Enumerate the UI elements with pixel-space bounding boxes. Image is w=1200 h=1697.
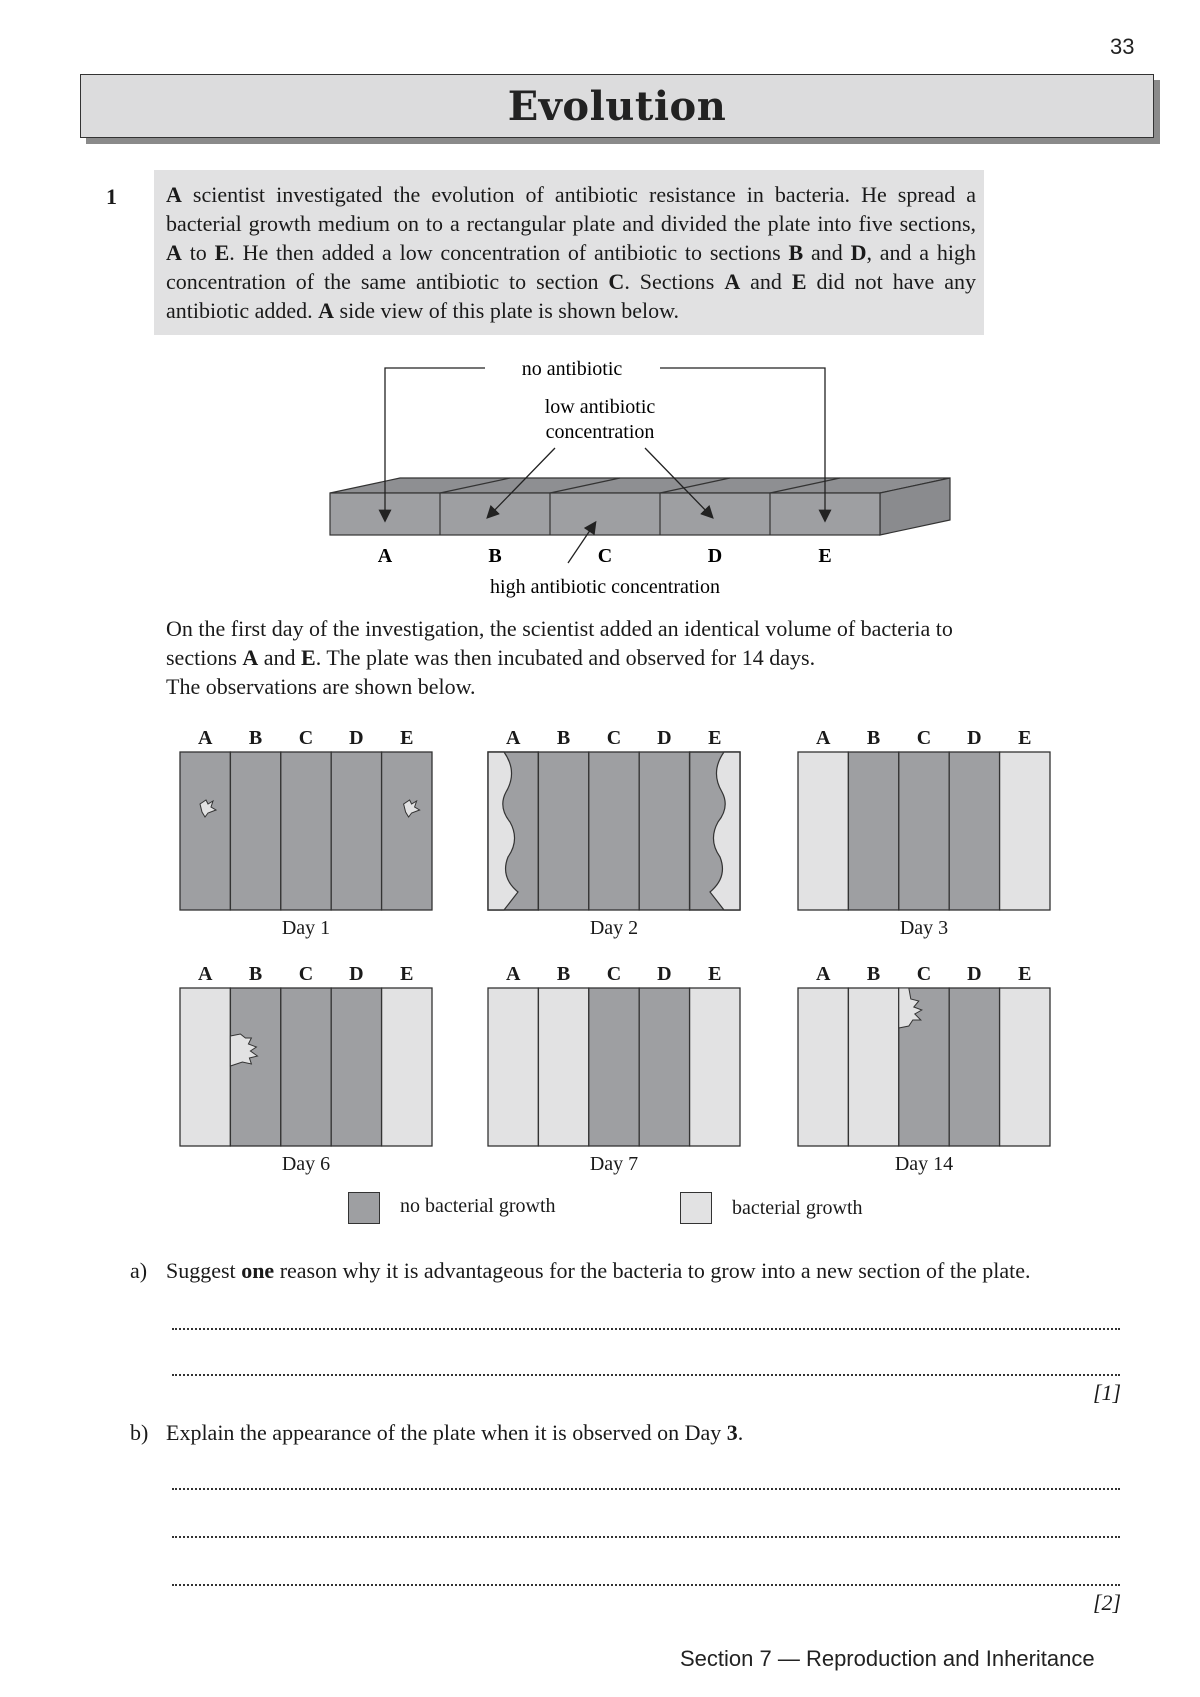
plate-day-7 xyxy=(488,963,740,1175)
legend-swatch-no-growth xyxy=(348,1192,380,1224)
plate-day-1 xyxy=(180,727,432,939)
label-high-antibiotic: high antibiotic concentration xyxy=(490,576,720,598)
page-number: 33 xyxy=(1110,34,1135,59)
column-letter: D xyxy=(657,963,672,985)
column-letter: E xyxy=(1018,963,1032,985)
column-letter: B xyxy=(556,963,571,985)
plate-section xyxy=(1000,752,1050,910)
column-letter: D xyxy=(349,727,364,749)
legend-swatch-growth xyxy=(680,1192,712,1224)
observation-paragraph xyxy=(166,614,1066,701)
plate-day-3 xyxy=(798,727,1050,939)
column-letter: E xyxy=(708,963,722,985)
column-letter: A xyxy=(505,727,521,749)
plate-day-6 xyxy=(180,963,432,1175)
column-letter: E xyxy=(400,963,414,985)
part-a-label: a) xyxy=(130,1258,148,1283)
day-label: Day 14 xyxy=(894,1153,954,1175)
plate-section xyxy=(798,988,848,1146)
part-a-question xyxy=(166,1258,1031,1284)
plate-section xyxy=(488,988,538,1146)
plate-section xyxy=(538,752,588,910)
question-number: 1 xyxy=(106,184,117,209)
title-banner xyxy=(80,74,1154,138)
plate-section xyxy=(690,988,740,1146)
page-footer: Section 7 — Reproduction and Inheritance xyxy=(680,1646,1095,1671)
day-label: Day 3 xyxy=(899,917,949,939)
observation-line-1: On the first day of the investigation, the scientist added an identical volume of bacteria to xyxy=(166,616,953,641)
plate-section xyxy=(589,752,639,910)
legend-label-no-growth: no bacterial growth xyxy=(400,1195,556,1217)
plate-section xyxy=(639,752,689,910)
plate-section xyxy=(798,752,848,910)
part-b-label: b) xyxy=(130,1420,149,1445)
observation-line-3: The observations are shown below. xyxy=(166,674,476,699)
plate-section xyxy=(899,752,949,910)
intro-text xyxy=(166,180,976,325)
part-b-text-after: . xyxy=(737,1420,744,1445)
column-letter: B xyxy=(866,963,881,985)
part-a-text-before: Suggest xyxy=(166,1258,242,1283)
label-low-line1: low antibiotic xyxy=(544,396,656,418)
column-letter: B xyxy=(248,727,263,749)
part-b-text-before: Explain the appearance of the plate when it is observed on Day xyxy=(166,1420,727,1445)
label-no-antibiotic: no antibiotic xyxy=(521,358,623,380)
plate-section xyxy=(230,752,280,910)
column-letter: C xyxy=(298,963,314,985)
plate-section xyxy=(949,752,999,910)
column-letter: A xyxy=(505,963,521,985)
plate-section xyxy=(180,988,230,1146)
plate-front-face xyxy=(330,493,880,535)
day-label: Day 7 xyxy=(589,1153,639,1175)
column-letter: C xyxy=(916,963,932,985)
column-letter: D xyxy=(349,963,364,985)
column-letter: B xyxy=(248,963,263,985)
column-letter: B xyxy=(866,727,881,749)
plate-section xyxy=(331,752,381,910)
part-a-text-bold: one xyxy=(241,1258,275,1283)
label-low-line2: concentration xyxy=(545,421,655,443)
column-letter: C xyxy=(606,963,622,985)
plate-section xyxy=(589,988,639,1146)
column-letter: D xyxy=(967,963,982,985)
column-letter: D xyxy=(657,727,672,749)
answer-line-a2[interactable] xyxy=(172,1374,1120,1376)
plate-section xyxy=(382,752,432,910)
side-label-e: E xyxy=(818,545,832,567)
plate-section xyxy=(180,752,230,910)
plate-section xyxy=(281,988,331,1146)
side-label-c: C xyxy=(597,545,613,567)
plate-section xyxy=(848,988,898,1146)
column-letter: E xyxy=(400,727,414,749)
answer-line-b3[interactable] xyxy=(172,1584,1120,1586)
column-letter: E xyxy=(1018,727,1032,749)
answer-line-a1[interactable] xyxy=(172,1328,1120,1330)
column-letter: C xyxy=(298,727,314,749)
answer-line-b1[interactable] xyxy=(172,1488,1120,1490)
column-letter: A xyxy=(197,963,213,985)
plate-section xyxy=(949,988,999,1146)
intro-paragraph: A scientist investigated the evolution of antibiotic resistance in bacteria. He spread a bacterial growth medium on to a rectangular plate and divided the plate into five sections, A to E. He then added a low concentration of antibiotic to sections B and D, and a high concentration of the same antibiotic to section C. Sections A and E did not have any antibiotic added. A side view of this plate is shown below. xyxy=(166,182,976,323)
part-b-marks: [2] xyxy=(1093,1590,1122,1615)
side-label-d: D xyxy=(707,545,723,567)
column-letter: D xyxy=(967,727,982,749)
column-letter: E xyxy=(708,727,722,749)
observation-line-2: sections A and E. The plate was then incubated and observed for 14 days. xyxy=(166,645,816,670)
legend-label-growth: bacterial growth xyxy=(732,1197,863,1219)
column-letter: A xyxy=(197,727,213,749)
column-letter: C xyxy=(606,727,622,749)
plate-section xyxy=(230,988,280,1146)
day-label: Day 2 xyxy=(589,917,639,939)
part-b-text-bold: 3 xyxy=(726,1420,738,1445)
day-label: Day 6 xyxy=(281,1153,331,1175)
column-letter: C xyxy=(916,727,932,749)
side-label-b: B xyxy=(488,545,502,567)
plate-top-face xyxy=(330,478,950,493)
part-a-text-after: reason why it is advantageous for the bacteria to grow into a new section of the plate. xyxy=(274,1258,1031,1283)
day-label: Day 1 xyxy=(281,917,331,939)
plate-section xyxy=(1000,988,1050,1146)
column-letter: B xyxy=(556,727,571,749)
observation-grids xyxy=(170,722,1070,1242)
plate-side-view-diagram xyxy=(300,345,960,605)
part-b-question xyxy=(166,1420,743,1446)
plate-section xyxy=(281,752,331,910)
plate-section xyxy=(382,988,432,1146)
plate-section xyxy=(639,988,689,1146)
column-letter: A xyxy=(815,727,831,749)
plate-section xyxy=(538,988,588,1146)
plate-section xyxy=(331,988,381,1146)
plate-section xyxy=(848,752,898,910)
column-letter: A xyxy=(815,963,831,985)
answer-line-b2[interactable] xyxy=(172,1536,1120,1538)
side-label-a: A xyxy=(377,545,393,567)
page-title: Evolution xyxy=(507,82,727,130)
plate-day-14 xyxy=(798,963,1050,1175)
plate-day-2 xyxy=(488,727,740,939)
part-a-marks: [1] xyxy=(1093,1380,1122,1405)
